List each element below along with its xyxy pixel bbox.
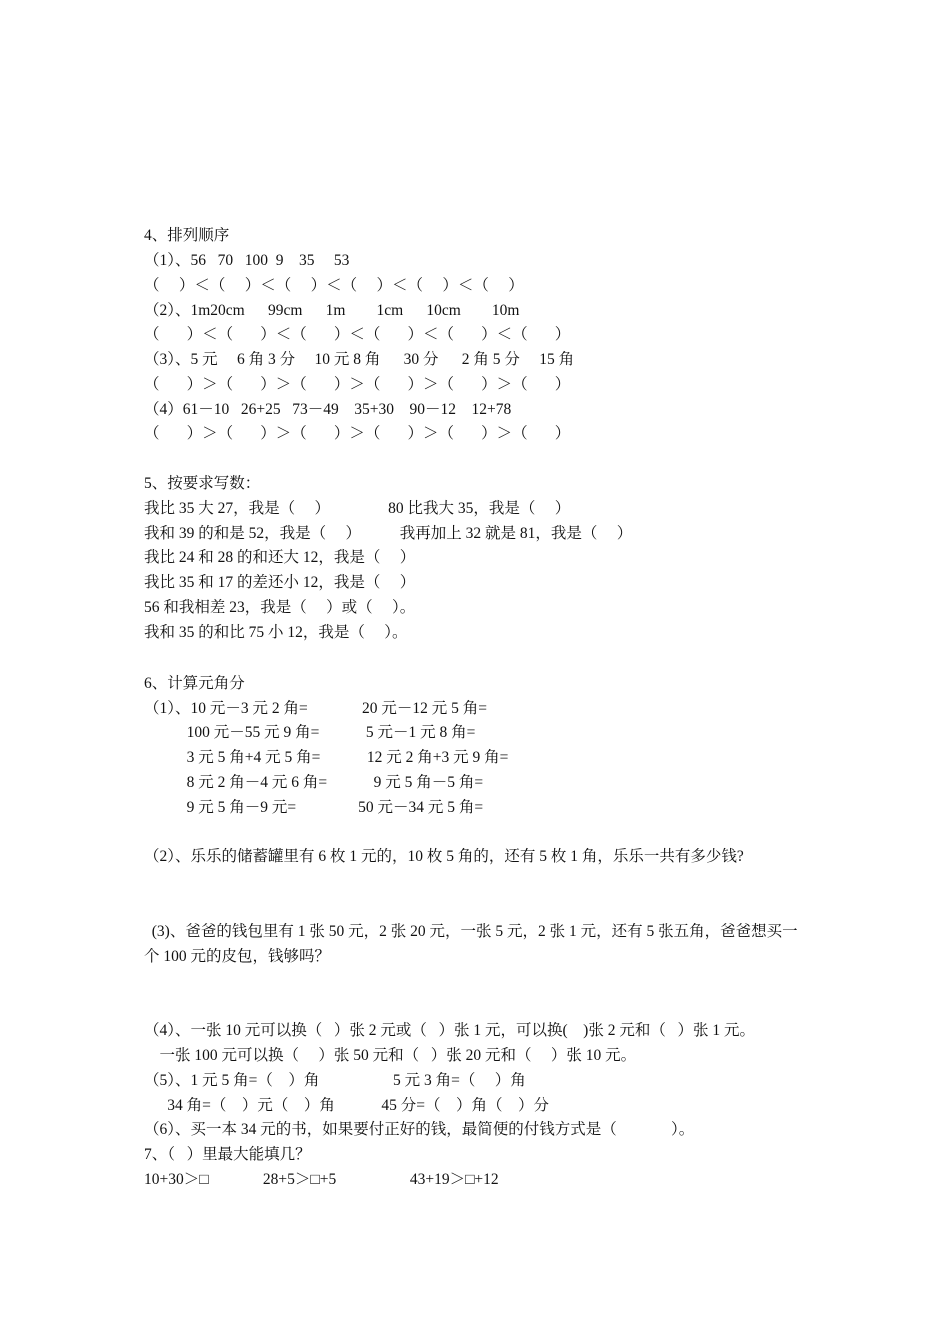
q4-2-blanks: （ ）＜（ ）＜（ ）＜（ ）＜（ ）＜（ ） xyxy=(144,326,571,343)
q6-3-problem-line-1: (3)、爸爸的钱包里有 1 张 50 元，2 张 20 元，一张 5 元，2 张 1 元，还有 5 张五角，爸爸想买一 xyxy=(144,923,798,940)
q5-line-3: 我比 24 和 28 的和还大 12，我是（ ） xyxy=(144,549,416,566)
q6-3-problem-line-2: 个 100 元的皮包，钱够吗？ xyxy=(144,948,331,965)
q6-1-row-1: （1）、10 元－3 元 2 角= 20 元－12 元 5 角= xyxy=(144,700,487,717)
section-7-title: 7、（ ）里最大能填几？ xyxy=(144,1146,311,1163)
q4-1-blanks: （ ）＜（ ）＜（ ）＜（ ）＜（ ）＜（ ） xyxy=(144,277,524,294)
q4-4-blanks: （ ）＞（ ）＞（ ）＞（ ）＞（ ）＞（ ） xyxy=(144,425,571,442)
q5-line-2: 我和 39 的和是 52，我是（ ） 我再加上 32 就是 81，我是（ ） xyxy=(144,525,633,542)
q4-2-lengths: （2）、1m20cm 99cm 1m 1cm 10cm 10m xyxy=(144,302,520,319)
q6-1-row-3: 3 元 5 角+4 元 5 角= 12 元 2 角+3 元 9 角= xyxy=(144,749,509,766)
q6-4-line-1: （4）、一张 10 元可以换（ ）张 2 元或（ ）张 1 元，可以换( )张 2 元和（ ）张 1 元。 xyxy=(144,1022,755,1039)
q4-4-expressions: （4）61－10 26+25 73－49 35+30 90－12 12+78 xyxy=(144,401,512,418)
q5-line-5: 56 和我相差 23，我是（ ）或（ ）。 xyxy=(144,599,416,616)
q5-line-1: 我比 35 大 27，我是（ ） 80 比我大 35，我是（ ） xyxy=(144,500,571,517)
q6-1-row-4: 8 元 2 角－4 元 6 角= 9 元 5 角－5 角= xyxy=(144,774,484,791)
q6-1-row-2: 100 元－55 元 9 角= 5 元－1 元 8 角= xyxy=(144,724,476,741)
q6-2-problem: （2）、乐乐的储蓄罐里有 6 枚 1 元的，10 枚 5 角的，还有 5 枚 1 角，乐乐一共有多少钱? xyxy=(144,848,744,865)
q4-1-numbers: （1）、56 70 100 9 35 53 xyxy=(144,252,350,269)
q6-4-line-2: 一张 100 元可以换（ ）张 50 元和（ ）张 20 元和（ ）张 10 元。 xyxy=(144,1047,637,1064)
q6-5-line-2: 34 角=（ ）元（ ）角 45 分=（ ）角（ ）分 xyxy=(144,1097,549,1114)
q4-3-money: （3）、5 元 6 角 3 分 10 元 8 角 30 分 2 角 5 分 15 角 xyxy=(144,351,575,368)
section-6-title: 6、计算元角分 xyxy=(144,675,245,692)
q6-5-line-1: （5）、1 元 5 角=（ ）角 5 元 3 角=（ ）角 xyxy=(144,1072,526,1089)
section-5-title: 5、按要求写数： xyxy=(144,475,261,492)
q5-line-4: 我比 35 和 17 的差还小 12，我是（ ） xyxy=(144,574,416,591)
q7-expressions: 10+30＞□ 28+5＞□+5 43+19＞□+12 xyxy=(144,1171,499,1188)
q5-line-6: 我和 35 的和比 75 小 12，我是（ ）。 xyxy=(144,624,408,641)
q4-3-blanks: （ ）＞（ ）＞（ ）＞（ ）＞（ ）＞（ ） xyxy=(144,376,571,393)
q6-6-problem: （6）、买一本 34 元的书，如果要付正好的钱，最简便的付钱方式是（ ）。 xyxy=(144,1121,695,1138)
q6-1-row-5: 9 元 5 角－9 元= 50 元－34 元 5 角= xyxy=(144,799,484,816)
section-4-title: 4、排列顺序 xyxy=(144,227,230,244)
